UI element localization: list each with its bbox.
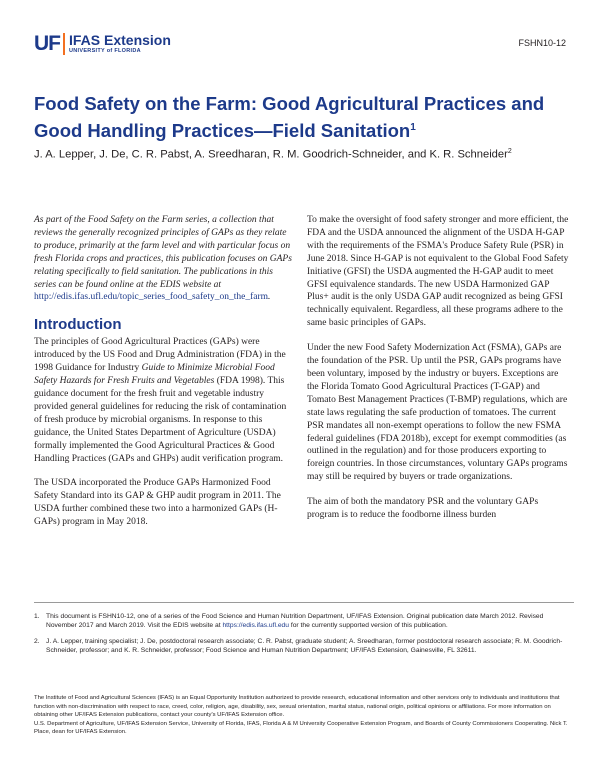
- right-paragraph-2: Under the new Food Safety Modernization Act (FSMA), GAPs are the foundation of the PSR. Up until the PSR, GAPs programs have been voluntary, imposed by the industry or buyers. Exceptions are the Florida Tomato Good Agricultural Practices (T-GAP) and Tomato Best Management Practices (T-BMP) regulations, which are state laws regulating the safe production of tomatoes. The current PSR mandates all non-exempt operations to follow the new FSMA federal guidelines (FDA 2018b), except for exempt commodities (as outlined in the regulation) and for those producers exporting to foreign countries. In those circumstances, voluntary GAPs programs may still be required by buyers or trade organizations.: [307, 343, 568, 483]
- uf-ifas-logo: [34, 33, 171, 55]
- logo-university: UNIVERSITY of FLORIDA: [69, 48, 141, 55]
- title-text: Food Safety on the Farm: Good Agricultural Practices and Good Handling Practices—Field Sanitation: [34, 93, 545, 142]
- intro-p1-end: (FDA 1998). This guidance document for the fresh fruit and vegetable industry provided general guidelines for reducing the risk of contamination of fresh produce by microbial organisms. In response to this guidance, the United States Department of Agriculture (USDA) formally implemented the Good Agricultural Practices & Good Handling Practices (GAPs and GHPs) audit verification program.: [34, 376, 287, 464]
- introduction-heading: Introduction: [34, 316, 122, 334]
- title-footnote-ref[interactable]: 1: [410, 122, 416, 133]
- right-paragraph-1: To make the oversight of food safety stronger and more efficient, the FDA and the USDA announced the alignment of the USDA H-GAP with the requirements of the FSMA's Produce Safety Rule (PSR) in June 2018. Since H-GAP is not equivalent to the Global Food Safety Initiative (GFSI) the USDA augmented the H-GAP audit to meet GFSI equivalence standards. The new USDA Harmonized GAP Plus+ audit is the only USDA GAP audit recognized as being GFSI technically equivalent. Regardless, all these programs adhere to the same basic principles of GAPs.: [307, 215, 569, 329]
- footnote-divider: [34, 602, 574, 603]
- edis-website-link[interactable]: https://edis.ifas.ufl.edu: [222, 622, 289, 630]
- intro-paragraph-2: The USDA incorporated the Produce GAPs Harmonized Food Safety Standard into its GAP & GHP audit program in 2011. The USDA further combined these two into a harmonized GAPs (H-GAPs) program in May 2018.: [34, 478, 281, 528]
- document-id: FSHN10-12: [518, 38, 566, 48]
- edis-series-link[interactable]: http://edis.ifas.ufl.edu/topic_series_food_safety_on_the_farm: [34, 292, 269, 303]
- logo-uf-mark: UF: [34, 32, 60, 55]
- right-column: [307, 214, 569, 534]
- footnote-1-text-start: This document is FSHN10-12, one of a series of the Food Science and Human Nutrition Department, UF/IFAS Extension. Original publication date March 2012. Revised November 2017 and March 2019. Visit the EDIS website at: [46, 613, 544, 630]
- footer-disclaimer: [34, 694, 574, 737]
- footnote-text: J. A. Lepper, training specialist; J. De, postdoctoral research associate; C. R. Pabst, graduate student; A. Sreedharan, former postdoctoral research associate; R. M. Goodrich-Schneider, professor; and K. R. Schneider, professor; Food Science and Human Nutrition Department; UF/IFAS Extension, Gainesville, FL 32611.: [46, 637, 563, 655]
- intro-paragraph-1: [34, 336, 296, 465]
- page-title: [34, 92, 574, 143]
- intro-p1-guide-title: Guide to Minimize Microbial Food Safety Hazards for Fresh Fruits and Vegetables: [34, 363, 275, 387]
- footnote-2: [34, 637, 574, 656]
- footnote-number: 2.: [34, 637, 40, 645]
- authors-text: J. A. Lepper, J. De, C. R. Pabst, A. Sreedharan, R. M. Goodrich-Schneider, and K. R. Schneider: [34, 148, 508, 161]
- footer-equal-opportunity: The Institute of Food and Agricultural Sciences (IFAS) is an Equal Opportunity Institution authorized to provide research, educational information and other services only to individuals and institutions that function with non-discrimination with respect to race, creed, color, religion, age, disability, sex, sexual orientation, marital status, national origin, political opinions or affiliations. For more information on obtaining other UF/IFAS Extension publications, contact your county's UF/IFAS Extension office.: [34, 695, 560, 719]
- footnote-number: 1.: [34, 613, 40, 620]
- footnote-text: [46, 612, 574, 631]
- summary-end: .: [268, 292, 271, 303]
- logo-wordmark: [69, 33, 171, 55]
- right-paragraph-3: The aim of both the mandatory PSR and the voluntary GAPs program is to reduce the foodborne illness burden: [307, 497, 539, 521]
- series-summary: [34, 214, 296, 304]
- footer-cooperating: U.S. Department of Agriculture, UF/IFAS Extension Service, University of Florida, IFAS, Florida A & M University Cooperative Extension Program, and Boards of County Commissioners Cooperating. Nick T. Place, dean for UF/IFAS Extension.: [34, 720, 568, 736]
- summary-text: As part of the Food Safety on the Farm series, a collection that reviews the generally recognized principles of GAPs as they relate to produce, primarily at the farm level and with particular focus on fresh Florida crops and practices, this publication focuses on GAPs relating specifically to field sanitation. The publications in this series can be found online at the EDIS website at: [34, 215, 292, 290]
- logo-name: IFAS Extension: [69, 32, 171, 49]
- footnote-1-text-end: for the currently supported version of this publication.: [289, 622, 448, 630]
- authors: [34, 148, 574, 161]
- intro-p1-start: The principles of Good Agricultural Practices (GAPs) were introduced by the US Food and Drug Administration (FDA) in the 1998 Guidance for Industry: [34, 337, 286, 374]
- authors-footnote-ref[interactable]: 2: [507, 148, 512, 155]
- left-column: [34, 214, 296, 541]
- logo-divider: [63, 33, 65, 55]
- footnotes: [34, 612, 574, 662]
- footnote-1: [34, 612, 574, 631]
